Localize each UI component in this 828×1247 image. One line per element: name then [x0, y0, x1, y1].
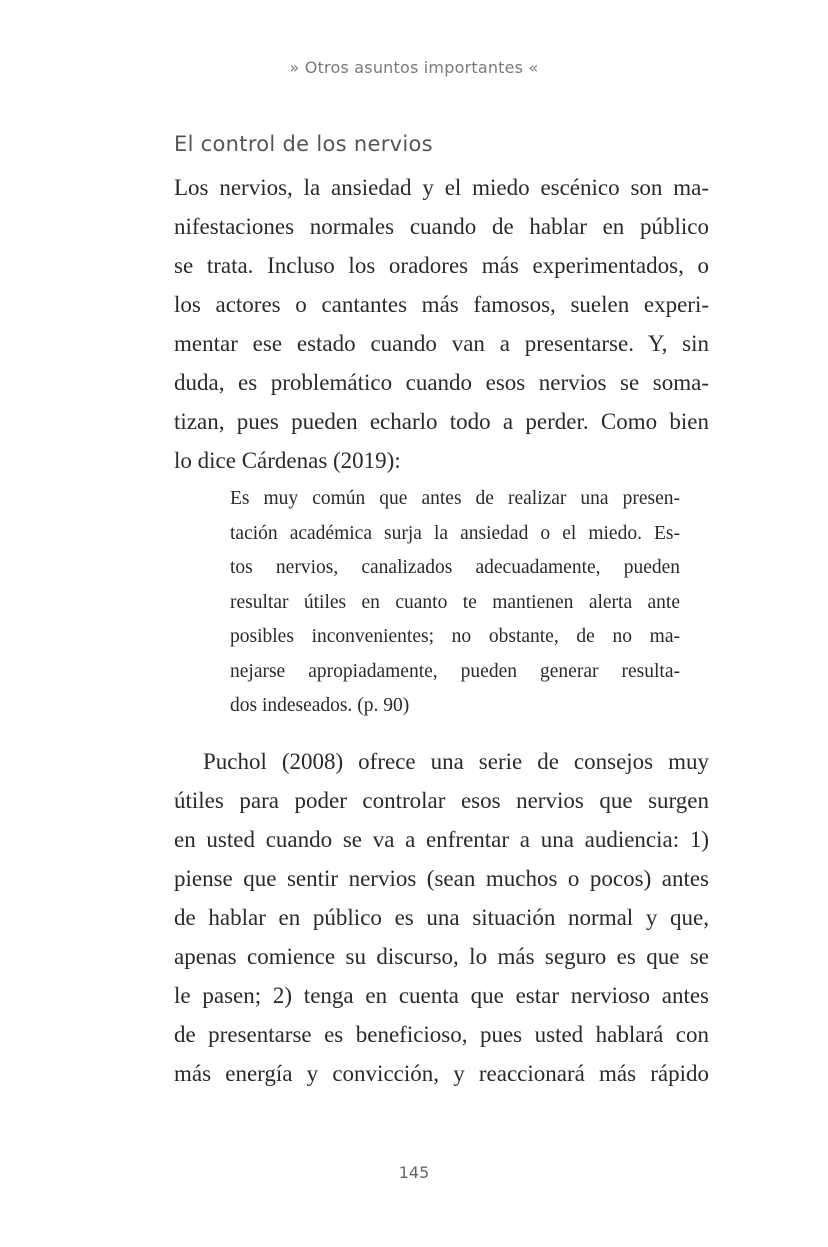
text-line: útiles para poder controlar esos nervios que surgen — [174, 788, 709, 813]
text-line: Los nervios, la ansiedad y el miedo escénico son ma- — [174, 175, 709, 200]
text-line: más energía y convicción, y reaccionará más rápido — [174, 1061, 709, 1086]
quote-line: posibles inconvenientes; no obstante, de no ma- — [230, 626, 680, 647]
text-line: mentar ese estado cuando van a presentarse. Y, sin — [174, 331, 709, 356]
paragraph-2 — [174, 742, 709, 1093]
text-line: tizan, pues pueden echarlo todo a perder. Como bien — [174, 409, 709, 434]
quote-line: nejarse apropiadamente, pueden generar resulta- — [230, 660, 680, 682]
quote-line: dos indeseados. (p. 90) — [230, 695, 410, 716]
paragraph-1 — [174, 168, 709, 480]
quote-line: resultar útiles en cuanto te mantienen alerta ante — [230, 591, 680, 613]
text-line: de presentarse es beneficioso, pues usted hablará con — [174, 1022, 709, 1047]
text-line: nifestaciones normales cuando de hablar en público — [174, 214, 709, 239]
text-line: lo dice Cárdenas (2019): — [174, 448, 401, 473]
text-line: apenas comience su discurso, lo más seguro es que se — [174, 944, 709, 969]
quote-line: Es muy común que antes de realizar una presen- — [230, 488, 680, 509]
text-line: se trata. Incluso los oradores más experimentados, o — [174, 253, 709, 278]
section-title: El control de los nervios — [174, 132, 433, 156]
text-line: piense que sentir nervios (sean muchos o pocos) antes — [174, 866, 709, 891]
text-line: los actores o cantantes más famosos, suelen experi- — [174, 292, 709, 317]
quote-line: tos nervios, canalizados adecuadamente, pueden — [230, 557, 680, 578]
page-number: 145 — [398, 1163, 430, 1182]
quote-line: tación académica surja la ansiedad o el miedo. Es- — [230, 522, 680, 544]
text-line: duda, es problemático cuando esos nervios se soma- — [174, 370, 709, 395]
running-header: » Otros asuntos importantes « — [289, 58, 539, 77]
text-line: en usted cuando se va a enfrentar a una audiencia: 1) — [174, 827, 709, 852]
text-line: Puchol (2008) ofrece una serie de consejos muy — [203, 749, 709, 774]
text-line: le pasen; 2) tenga en cuenta que estar nervioso antes — [174, 983, 709, 1008]
block-quote — [230, 482, 680, 724]
text-line: de hablar en público es una situación normal y que, — [174, 905, 709, 930]
